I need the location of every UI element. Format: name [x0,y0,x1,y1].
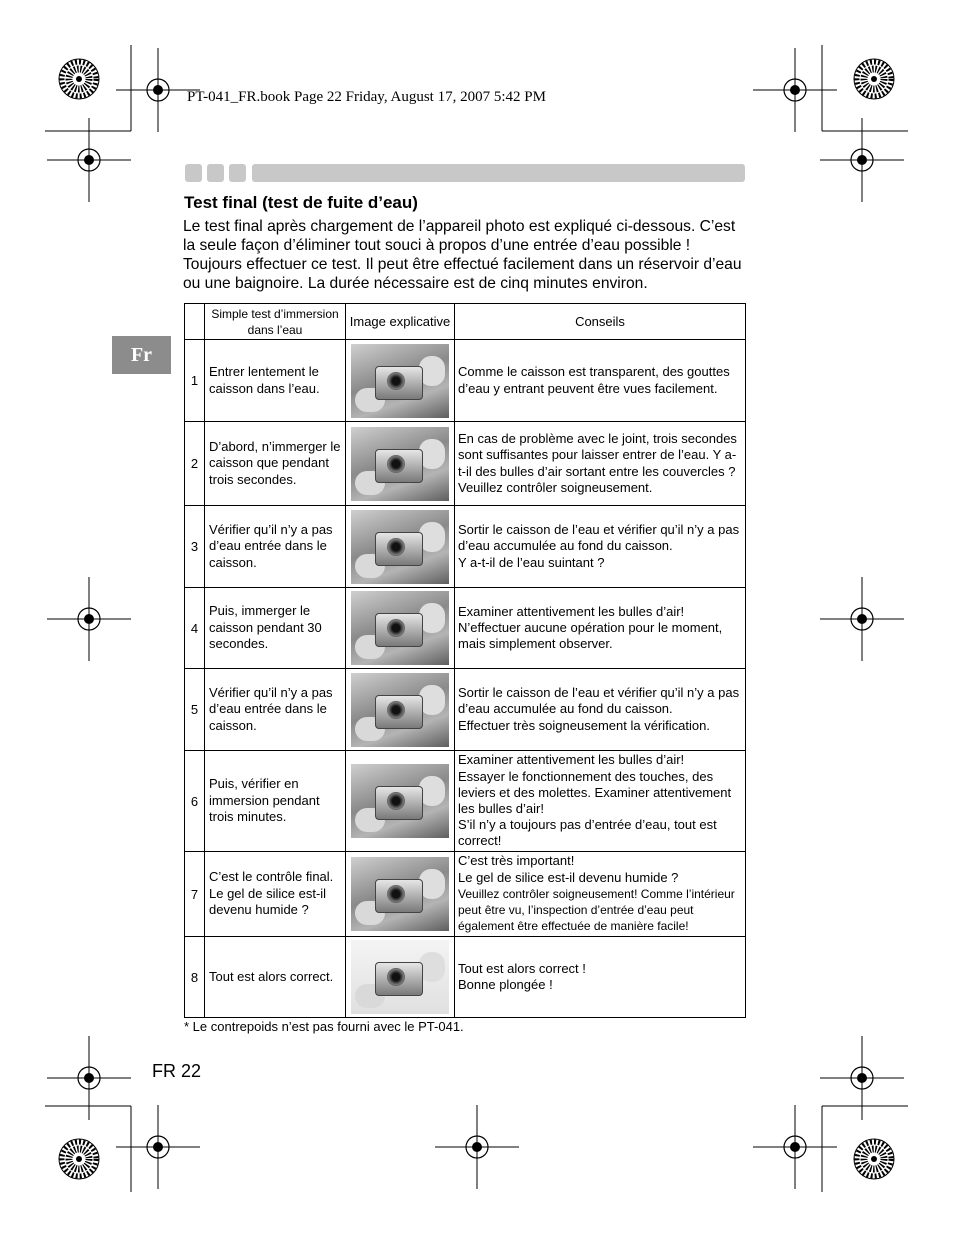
housing-photo [351,940,449,1014]
step-advice [455,751,746,852]
step-number: 5 [185,669,205,751]
advice-line: Le gel de silice est-il devenu humide ? [458,869,679,885]
step-image-cell [346,751,455,852]
step-action: Tout est alors correct. [205,937,346,1018]
advice-line: Effectuer très soigneusement la vérification. [458,717,710,733]
step-number: 8 [185,937,205,1018]
camera-lens-shape [387,619,405,637]
housing-photo [351,857,449,931]
advice-line: N’effectuer aucune opération pour le moment, mais simplement observer. [458,619,723,652]
step-advice [455,937,746,1018]
advice-line: C’est très important! [458,853,575,869]
housing-photo [351,427,449,501]
step-number: 3 [185,506,205,588]
table-row [185,751,746,852]
advice-line: Examiner attentivement les bulles d’air! [458,752,685,768]
header-step: Simple test d’immersion dans l’eau [205,304,346,340]
step-number: 6 [185,751,205,852]
step-advice [455,852,746,937]
bar-square [185,164,202,182]
housing-photo [351,591,449,665]
table-row [185,669,746,751]
step-advice [455,669,746,751]
step-image-cell [346,937,455,1018]
step-number: 7 [185,852,205,937]
camera-lens-shape [387,455,405,473]
book-header: PT-041_FR.book Page 22 Friday, August 17, 2007 5:42 PM [187,89,546,105]
step-action: Vérifier qu’il n’y a pas d’eau entrée dans le caisson. [205,506,346,588]
advice-line: Sortir le caisson de l’eau et vérifier qu’il n’y a pas d’eau accumulée au fond du caisson. [458,685,740,717]
step-image-cell [346,506,455,588]
camera-lens-shape [387,885,405,903]
advice-line: Tout est alors correct ! [458,960,586,976]
advice-line: Y a-t-il de l’eau suintant ? [458,554,605,570]
table-row [185,340,746,422]
table-row [185,852,746,937]
advice-line: S’il n’y a toujours pas d’entrée d’eau, tout est correct! [458,817,717,849]
table-row [185,422,746,506]
table-row [185,937,746,1018]
step-action: D’abord, n’immerger le caisson que pendant trois secondes. [205,422,346,506]
step-action: Puis, vérifier en immersion pendant trois minutes. [205,751,346,852]
section-bar [185,164,745,182]
step-image-cell [346,852,455,937]
step-action: C’est le contrôle final. Le gel de silice est-il devenu humide ? [205,852,346,937]
bar-long [252,164,745,182]
language-tab: Fr [112,336,171,374]
section-title: Test final (test de fuite d’eau) [184,193,418,212]
step-advice [455,422,746,506]
camera-lens-shape [387,372,405,390]
leak-test-table [184,303,746,1018]
step-advice [455,506,746,588]
advice-line: Veuillez contrôler soigneusement. [458,479,653,495]
header-image: Image explicative [346,304,455,340]
advice-line: Sortir le caisson de l’eau et vérifier qu’il n’y a pas d’eau accumulée au fond du caisson. [458,522,740,554]
advice-line: En cas de problème avec le joint, trois secondes sont suffisantes pour laisser entrer de l’eau. Y a-t-il des bulles d’air sortant entre les couvercles ? [458,431,737,479]
camera-lens-shape [387,968,405,986]
advice-line: Examiner attentivement les bulles d’air! [458,603,685,619]
page-number: FR 22 [152,1061,202,1081]
advice-line: Comme le caisson est transparent, des gouttes d’eau y entrant peuvent être vues facilement. [458,364,730,396]
housing-photo [351,344,449,418]
table-header-row [185,304,746,340]
table-row [185,588,746,669]
footnote: * Le contrepoids n’est pas fourni avec le PT-041. [184,1019,464,1034]
housing-photo [351,510,449,584]
header-number [185,304,205,340]
advice-line: Essayer le fonctionnement des touches, des leviers et des molettes. Examiner attentivement les bulles d’air! [458,768,732,816]
step-image-cell [346,340,455,422]
housing-photo [351,764,449,838]
bar-square [229,164,246,182]
step-number: 4 [185,588,205,669]
section-intro: Le test final après chargement de l’appareil photo est expliqué ci-dessous. C’est la seule façon d’éliminer tout souci à propos d’une entrée d’eau possible ! Toujours effectuer ce test. Il peut être effectué facilement dans un réservoir d’eau ou une baignoire. La durée nécessaire est de cinq minutes environ. [183,218,742,292]
step-action: Puis, immerger le caisson pendant 30 secondes. [205,588,346,669]
step-action: Vérifier qu’il n’y a pas d’eau entrée dans le caisson. [205,669,346,751]
step-number: 2 [185,422,205,506]
bar-square [207,164,224,182]
step-number: 1 [185,340,205,422]
camera-lens-shape [387,792,405,810]
camera-lens-shape [387,538,405,556]
step-image-cell [346,588,455,669]
advice-line: Veuillez contrôler soigneusement! Comme l’intérieur peut être vu, l’inspection d’entrée d’eau peut également être effectuée de manière facile! [458,886,735,934]
step-image-cell [346,669,455,751]
table-row [185,506,746,588]
advice-line: Bonne plongée ! [458,977,553,992]
header-advice: Conseils [455,304,746,340]
step-advice [455,340,746,422]
step-advice [455,588,746,669]
step-image-cell [346,422,455,506]
step-action: Entrer lentement le caisson dans l’eau. [205,340,346,422]
camera-lens-shape [387,701,405,719]
housing-photo [351,673,449,747]
